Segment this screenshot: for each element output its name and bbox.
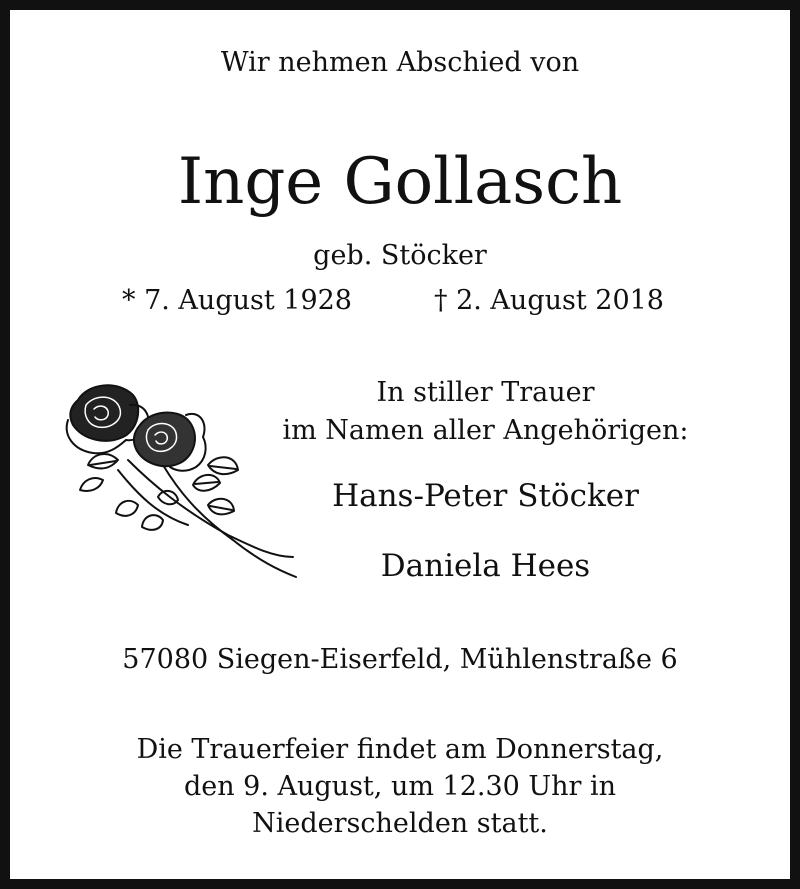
mourning-line-2: im Namen aller Angehörigen: (282, 415, 689, 446)
maiden-name: geb. Stöcker (313, 240, 487, 271)
deceased-name: Inge Gollasch (177, 145, 623, 219)
address: 57080 Siegen-Eiserfeld, Mühlenstraße 6 (122, 644, 678, 675)
birth-date: * 7. August 1928 (122, 285, 352, 316)
mourning-line-1: In stiller Trauer (376, 377, 595, 408)
funeral-info-line: den 9. August, um 12.30 Uhr in (183, 771, 617, 802)
funeral-info-line: Niederschelden statt. (252, 808, 548, 839)
intro-text: Wir nehmen Abschied von (220, 47, 580, 78)
death-date: † 2. August 2018 (434, 285, 664, 316)
relative-name: Hans-Peter Stöcker (332, 478, 639, 514)
relative-name: Daniela Hees (380, 548, 591, 584)
funeral-info-line: Die Trauerfeier findet am Donnerstag, (136, 734, 664, 765)
